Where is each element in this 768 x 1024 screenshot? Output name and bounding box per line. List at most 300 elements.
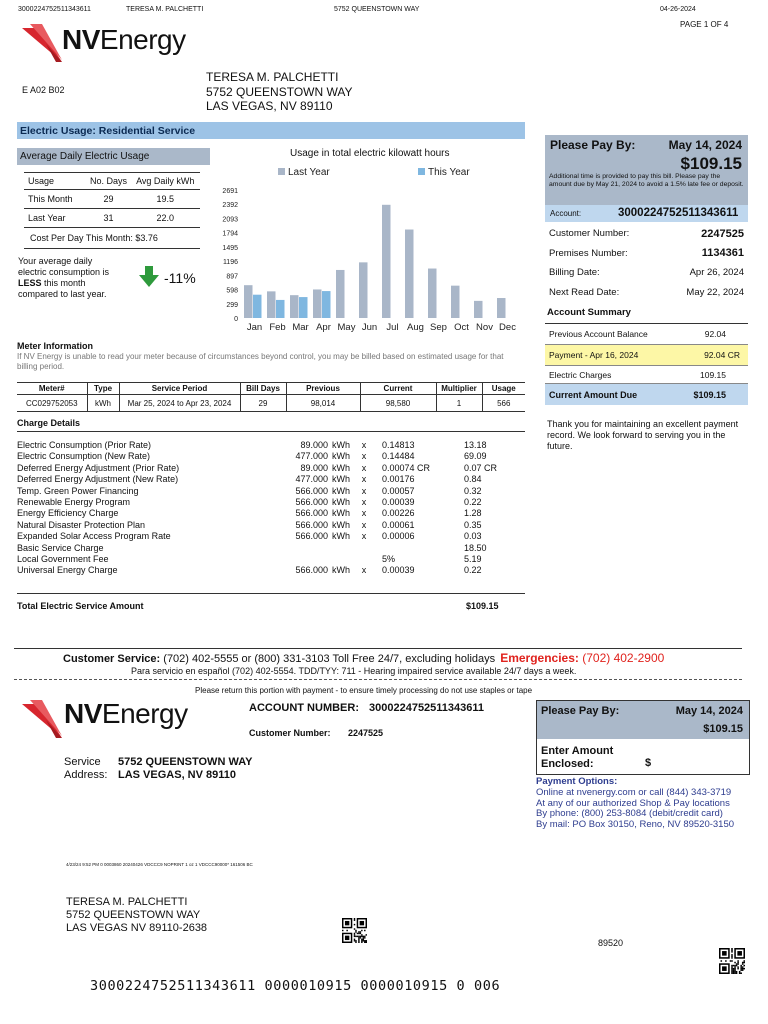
table-header: Multiplier (436, 383, 482, 395)
x-tick-label: Nov (476, 322, 493, 333)
bar-last-year (474, 301, 483, 318)
qr-module (360, 933, 361, 934)
table-cell: 29 (103, 194, 114, 204)
charge-cell: 0.07 CR (464, 462, 498, 473)
mailing-address: TERESA M. PALCHETTI 5752 QUEENSTOWN WAY LAS VEGAS NV 89110-2638 (66, 896, 208, 934)
charge-cell: 566.000 (295, 565, 328, 576)
bar-this-year (299, 297, 308, 318)
charge-line (17, 508, 527, 519)
charge-cell: 0.14813 (382, 440, 415, 450)
qr-module (361, 942, 362, 943)
charge-cell: Temp. Green Power Financing (17, 485, 139, 496)
qr-module (736, 972, 738, 974)
stub-pay-header (537, 701, 749, 739)
table-cell: 19.5 (156, 194, 175, 204)
charge-cell: 18.50 (464, 542, 487, 553)
charge-cell: 0.00061 (382, 519, 415, 530)
charge-cell: kWh (332, 565, 350, 576)
pay-by-label: Please Pay By: (550, 138, 636, 152)
bar-last-year (359, 262, 368, 318)
qr-module (354, 939, 355, 940)
qr-module (361, 930, 362, 931)
table-cell: CC029752053 (17, 395, 87, 412)
qr-module (366, 940, 367, 941)
table-header: Service Period (119, 383, 240, 395)
legend-label: Last Year (288, 167, 330, 178)
qr-module (361, 936, 362, 937)
table-cell: This Month (28, 194, 73, 204)
charge-cell: x (361, 485, 367, 496)
charge-cell: 0.00074 CR (382, 462, 431, 473)
table-header: No. Days (90, 176, 128, 186)
qr-module (740, 965, 742, 967)
table-cell: Mar 25, 2024 to Apr 23, 2024 (119, 395, 240, 412)
qr-module (734, 966, 736, 968)
charge-cell: 566.000 (295, 508, 328, 519)
qr-module (731, 956, 733, 958)
qr-module (360, 937, 361, 938)
qr-module (360, 936, 361, 937)
charge-cell: 5% (382, 553, 396, 564)
stub-service-label: Service Address: (64, 756, 108, 781)
bar-last-year (382, 205, 391, 318)
qr-module (734, 972, 736, 974)
y-tick-label: 2392 (222, 202, 238, 210)
qr-module (743, 968, 745, 970)
y-tick-label: 2093 (222, 216, 238, 224)
charge-cell: x (361, 519, 367, 530)
pay-by-box (545, 135, 748, 205)
summary-row: Electric Charges 109.15 (545, 366, 748, 384)
charge-line (17, 463, 527, 474)
charge-cell: x (361, 462, 367, 473)
charge-cell: 0.00039 (382, 496, 415, 507)
qr-module (734, 965, 736, 967)
x-tick-label: Aug (407, 322, 424, 333)
charge-cell: 13.18 (464, 440, 487, 450)
late-fee-note: Additional time is provided to pay this bill. Please pay the amount due by May 21, 2024 to avoid a 1.5% late fee or deposit. (549, 173, 744, 188)
chart-title: Usage in total electric kilowatt hours (290, 148, 450, 159)
qr-module (358, 939, 359, 940)
charge-line (17, 543, 527, 554)
amount-enclosed-input[interactable] (655, 755, 743, 771)
nv-energy-logo (20, 22, 200, 66)
charge-cell: 0.00006 (382, 531, 415, 542)
x-tick-label: May (337, 322, 356, 333)
qr-module (358, 937, 359, 938)
charge-cell: Expanded Solar Access Program Rate (17, 531, 171, 542)
charge-cell: Local Government Fee (17, 553, 109, 564)
usage-bar-chart (216, 160, 526, 335)
charge-cell: kWh (332, 440, 350, 450)
qr-module (743, 962, 745, 964)
qr-module (345, 936, 349, 940)
summary-row-current-due: Current Amount Due $109.15 (545, 384, 748, 405)
charge-cell: x (361, 451, 367, 462)
qr-module (722, 966, 727, 971)
customer-street: 5752 QUEENSTOWN WAY (206, 84, 353, 99)
charge-cell: Deferred Energy Adjustment (Prior Rate) (17, 462, 180, 473)
y-tick-label: 598 (226, 287, 238, 295)
charge-cell: 0.00057 (382, 485, 415, 496)
table-cell: 22.0 (156, 213, 175, 223)
qr-module (355, 942, 356, 943)
charge-line (17, 474, 527, 485)
charge-cell: Electric Consumption (Prior Rate) (17, 440, 152, 450)
page-number: PAGE 1 OF 4 (680, 20, 729, 29)
bar-last-year (497, 298, 506, 318)
qr-module (357, 933, 358, 934)
account-summary-table (545, 323, 748, 405)
qr-module (737, 951, 742, 956)
divider (17, 431, 525, 432)
qr-module (360, 921, 364, 925)
avg-daily-title: Average Daily Electric Usage (17, 148, 210, 165)
account-number-bar (545, 205, 748, 222)
qr-module (733, 971, 735, 973)
nv-energy-logo-mark-icon (20, 22, 68, 66)
stub-account-number: 3000224752511343611 (369, 702, 485, 714)
qr-module (731, 957, 733, 959)
y-tick-label: 299 (226, 301, 238, 309)
table-cell: 1 (436, 395, 482, 412)
qr-module (731, 950, 733, 952)
down-arrow-icon (139, 266, 159, 288)
y-tick-label: 2691 (222, 188, 238, 195)
customer-address-block (206, 70, 352, 114)
qr-module (363, 939, 364, 940)
qr-module (354, 934, 355, 935)
dollar-sign: $ (645, 757, 652, 769)
qr-module (346, 930, 347, 931)
qr-module (731, 960, 733, 962)
qr-module (354, 936, 355, 937)
qr-module (743, 960, 745, 962)
enter-amount-label: Enter Amount Enclosed: (541, 745, 614, 770)
divider (17, 593, 525, 594)
stub-amount: $109.15 (703, 723, 743, 735)
x-tick-label: Jun (361, 322, 378, 333)
charge-line (17, 554, 527, 565)
charge-cell: 0.22 (464, 565, 482, 576)
charge-cell: 0.35 (464, 519, 482, 530)
qr-module (737, 962, 739, 964)
meter-info-note: If NV Energy is unable to read your meter because of circumstances beyond control, you may be billed based on estimated usage for that billing period. (17, 352, 504, 371)
table-header: Usage (491, 384, 516, 393)
qr-module (733, 965, 735, 967)
table-cell: 31 (103, 213, 114, 223)
bar-last-year (267, 291, 276, 318)
table-cell: Last Year (28, 213, 66, 223)
table-cell: kWh (87, 395, 119, 412)
pay-by-date: May 14, 2024 (668, 138, 742, 152)
divider (14, 648, 742, 649)
customer-service-line: Customer Service: (702) 402-5555 or (800) 331-3103 Toll Free 24/7, excluding holidays Emergencies: (702) 402-2900 (63, 651, 665, 665)
charge-cell: 0.03 (464, 531, 482, 542)
qr-module (358, 931, 359, 932)
bar-this-year (322, 291, 331, 318)
charge-cell: 89.000 (300, 462, 328, 473)
x-tick-label: Feb (269, 322, 286, 333)
table-header: Current (360, 383, 436, 395)
charge-cell: kWh (332, 531, 350, 542)
legend-swatch (278, 168, 285, 175)
top-address: 5752 QUEENSTOWN WAY (334, 6, 420, 13)
qr-module (731, 948, 733, 950)
charge-cell: 0.14484 (382, 451, 415, 462)
charge-cell: x (361, 531, 367, 542)
qr-module (736, 965, 738, 967)
x-tick-label: Jan (246, 322, 263, 333)
stub-customer-number: 2247525 (348, 728, 384, 738)
qr-module (358, 940, 359, 941)
qr-module (731, 972, 733, 974)
meter-info-title: Meter Information (17, 341, 94, 351)
charge-cell: 5.19 (464, 553, 482, 564)
qr-module (730, 960, 732, 962)
charge-cell: Natural Disaster Protection Plan (17, 519, 146, 530)
qr-module (722, 951, 727, 956)
charge-cell: 477.000 (295, 474, 328, 485)
qr-module (731, 965, 733, 967)
nv-energy-logo (20, 698, 210, 742)
charge-line (17, 440, 527, 451)
qr-module (364, 940, 365, 941)
x-tick-label: Mar (292, 322, 309, 333)
customer-name: TERESA M. PALCHETTI (206, 70, 339, 84)
qr-module (354, 919, 355, 920)
qr-code (719, 948, 745, 974)
table-cell: 566 (497, 398, 511, 408)
y-tick-label: 1196 (222, 259, 238, 267)
qr-module (742, 966, 744, 968)
charge-line (17, 451, 527, 462)
y-tick-label: 1495 (222, 244, 238, 252)
qr-module (361, 934, 362, 935)
qr-module (742, 962, 744, 964)
charge-cell: x (361, 474, 367, 485)
charge-cell: 1.28 (464, 508, 482, 519)
x-tick-label: Dec (499, 322, 516, 333)
account-label: Account: (550, 209, 582, 218)
meter-table (17, 382, 525, 412)
charge-cell: x (361, 496, 367, 507)
qr-module (740, 968, 742, 970)
nv-energy-logo-text: NVEnergy (64, 698, 188, 729)
table-header: Previous (286, 383, 360, 395)
usage-comparison-text: Your average daily electric consumption is LESS this month compared to last year. (18, 256, 110, 299)
top-customer-name: TERESA M. PALCHETTI (126, 6, 204, 13)
x-tick-label: Sep (430, 322, 447, 333)
info-row: Billing Date: Apr 26, 2024 (549, 267, 744, 279)
charge-cell: 89.000 (300, 440, 328, 450)
return-note: Please return this portion with payment - to ensure timely processing do not use staples or tape (195, 686, 533, 695)
charge-cell: Universal Energy Charge (17, 565, 118, 576)
qr-module (740, 972, 742, 974)
qr-module (360, 931, 361, 932)
charge-cell: Electric Consumption (New Rate) (17, 451, 151, 462)
qr-module (354, 924, 355, 925)
qr-module (734, 971, 736, 973)
summary-row-payment: Payment - Apr 16, 2024 92.04 CR (545, 345, 748, 366)
bar-this-year (253, 295, 262, 318)
charge-cell: 0.32 (464, 485, 482, 496)
bar-last-year (336, 270, 345, 318)
qr-module (354, 918, 355, 919)
spanish-service-line: Para servicio en español (702) 402-5554. TDD/TYY: 711 - Hearing impaired service available 24/7 days a week. (131, 666, 577, 676)
ocr-scanline: 3000224752511343611 0000010915 0000010915 0 006 (90, 978, 501, 994)
qr-module (737, 968, 739, 970)
qr-module (737, 966, 739, 968)
qr-module (743, 965, 745, 967)
charge-cell (328, 543, 350, 554)
table-header: Usage (28, 176, 55, 186)
qr-module (742, 969, 744, 971)
qr-code (342, 918, 367, 943)
charge-cell: 566.000 (295, 519, 328, 530)
qr-module (733, 968, 735, 970)
stub-customer-label: Customer Number: (249, 728, 331, 738)
charge-cell: 566.000 (295, 496, 328, 507)
charge-line (17, 565, 527, 576)
charge-cell: 69.09 (464, 451, 487, 462)
top-account-number: 3000224752511343611 (18, 6, 91, 13)
charge-lines (17, 440, 527, 577)
qr-module (354, 928, 355, 929)
qr-module (364, 942, 365, 943)
tear-line (14, 679, 742, 680)
bar-last-year (244, 285, 253, 318)
amount-due: $109.15 (680, 154, 742, 173)
charge-details-title: Charge Details (17, 418, 81, 428)
qr-module (734, 962, 736, 964)
y-tick-label: 0 (234, 316, 238, 323)
qr-module (736, 963, 738, 965)
charge-cell (350, 543, 374, 554)
charge-cell: 0.00176 (382, 474, 415, 485)
charge-cell: 566.000 (295, 531, 328, 542)
summary-row: Previous Account Balance 92.04 (545, 324, 748, 345)
charge-line (17, 497, 527, 508)
qr-module (366, 942, 367, 943)
total-label: Total Electric Service Amount (17, 601, 144, 611)
charge-cell: 477.000 (295, 451, 328, 462)
qr-module (742, 963, 744, 965)
charge-cell: kWh (332, 519, 350, 530)
table-header: Type (87, 383, 119, 395)
charge-line (17, 520, 527, 531)
stub-account-label: ACCOUNT NUMBER: (249, 702, 359, 714)
qr-module (742, 968, 744, 970)
charge-cell: Renewable Energy Program (17, 496, 131, 507)
qr-module (734, 968, 736, 970)
qr-module (357, 936, 358, 937)
customer-city: LAS VEGAS, NV 89110 (206, 99, 333, 113)
charge-cell (374, 543, 460, 554)
charge-cell: x (361, 565, 367, 576)
account-summary-title: Account Summary (547, 307, 631, 318)
bar-last-year (451, 286, 460, 318)
qr-module (366, 934, 367, 935)
table-header: Meter# (17, 383, 87, 395)
charge-cell: 0.22 (464, 496, 482, 507)
legend-swatch (418, 168, 425, 175)
stub-service-address: 5752 QUEENSTOWN WAY LAS VEGAS, NV 89110 (118, 756, 253, 781)
charge-cell (282, 554, 328, 565)
charge-line (17, 531, 527, 542)
info-row: Customer Number: 2247525 (549, 227, 744, 240)
qr-module (736, 971, 738, 973)
divider (24, 248, 200, 249)
charge-cell: 566.000 (295, 485, 328, 496)
charge-cell: 0.00226 (382, 508, 415, 519)
charge-cell (282, 543, 328, 554)
account-number: 3000224752511343611 (618, 207, 739, 219)
charge-cell: 0.00039 (382, 565, 415, 576)
usage-section-title: Electric Usage: Residential Service (17, 122, 525, 139)
bar-last-year (428, 269, 437, 318)
qr-module (737, 960, 739, 962)
qr-module (345, 921, 349, 925)
info-row: Premises Number: 1134361 (549, 247, 744, 260)
qr-module (363, 940, 364, 941)
zip-code: 89520 (598, 938, 624, 948)
charge-cell: kWh (332, 474, 350, 485)
qr-module (731, 954, 733, 956)
qr-module (739, 972, 741, 974)
qr-module (358, 936, 359, 937)
qr-module (725, 960, 727, 962)
qr-module (740, 966, 742, 968)
bar-last-year (290, 295, 299, 318)
stub-pay-by-label: Please Pay By: (541, 705, 620, 717)
qr-module (734, 969, 736, 971)
charge-cell: 0.84 (464, 474, 482, 485)
qr-module (733, 969, 735, 971)
bar-last-year (313, 289, 322, 318)
charge-cell: Basic Service Charge (17, 542, 104, 553)
table-cell: 98,580 (360, 395, 436, 412)
x-tick-label: Jul (386, 322, 399, 333)
qr-module (364, 936, 365, 937)
total-value: $109.15 (466, 601, 499, 611)
qr-module (364, 930, 365, 931)
charge-cell: kWh (332, 462, 350, 473)
qr-module (355, 930, 356, 931)
thank-you-note: Thank you for maintaining an excellent payment record. We look forward to serving you in the future. (547, 419, 739, 451)
qr-module (731, 969, 733, 971)
charge-cell: kWh (332, 508, 350, 519)
charge-cell: x (361, 440, 367, 450)
charge-cell: Energy Efficiency Charge (17, 508, 119, 519)
qr-module (731, 951, 733, 953)
qr-module (355, 931, 356, 932)
charge-cell (350, 554, 374, 565)
usage-percent-change: -11% (164, 270, 196, 286)
charge-cell: kWh (332, 496, 350, 507)
x-tick-label: Oct (454, 322, 469, 333)
charge-cell: x (361, 508, 367, 519)
mail-code: E A02 B02 (22, 85, 65, 95)
qr-module (354, 933, 355, 934)
table-cell: 29 (240, 395, 286, 412)
tiny-print: 4/23/24 9:52 PM 0 0003860 20240426 VDCCC9 NOPRINT 1 oz 1 VDCCC90000* 161506 BC (66, 862, 253, 867)
charge-cell: kWh (332, 485, 350, 496)
legend-label: This Year (428, 167, 470, 178)
qr-module (358, 933, 359, 934)
qr-module (358, 942, 359, 943)
cost-per-day: Cost Per Day This Month: $3.76 (30, 233, 158, 243)
